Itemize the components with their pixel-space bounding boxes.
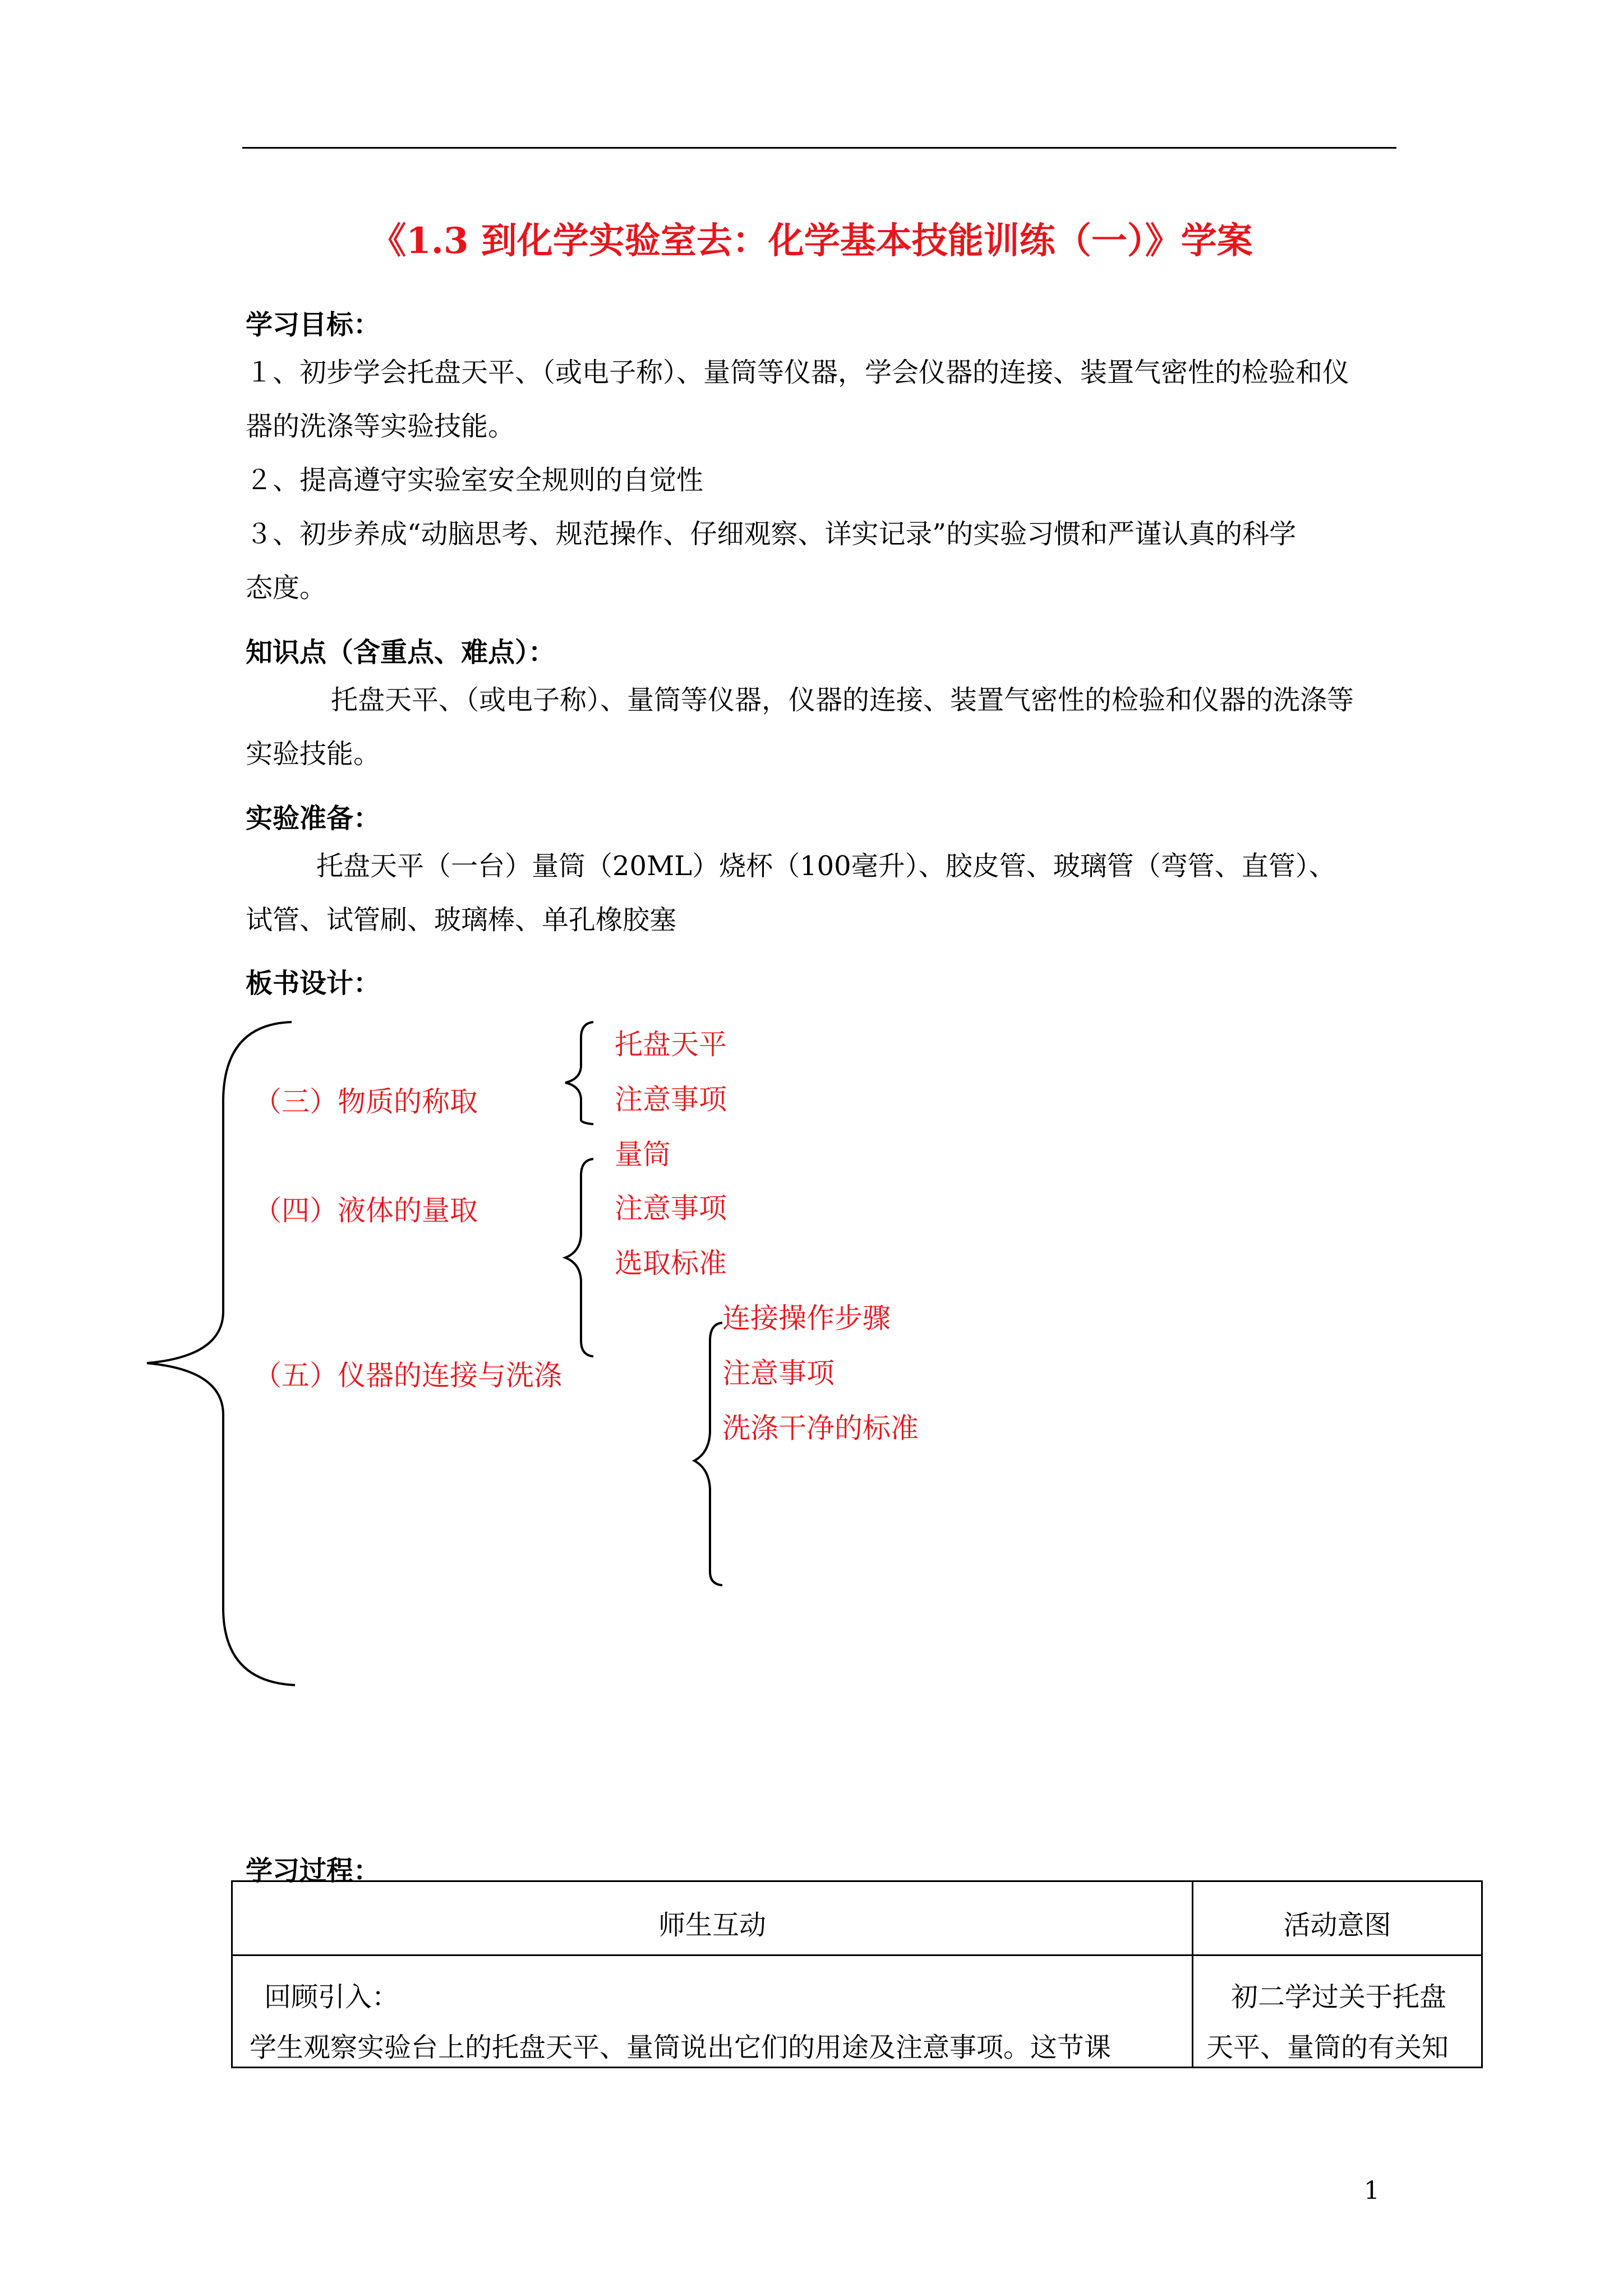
preparation-heading: 实验准备： — [246, 803, 381, 834]
table-row-1-left-line-2: 学生观察实验台上的托盘天平、量筒说出它们的用途及注意事项。这节课 — [250, 2032, 1112, 2063]
board-design-heading: 板书设计： — [246, 968, 381, 999]
objective-2: ２、提高遵守实验室安全规则的自觉性 — [246, 464, 704, 496]
document-title: 《1.3 到化学实验室去：化学基本技能训练（一）》学案 — [370, 220, 1253, 262]
brace-section-4 — [565, 1159, 593, 1356]
table-header-interaction: 师生互动 — [658, 1910, 766, 1941]
knowledge-heading: 知识点（含重点、难点）： — [246, 637, 556, 668]
section-5-item-2: 注意事项 — [722, 1357, 834, 1389]
header-rule — [242, 147, 1396, 149]
brace-section-5 — [694, 1323, 722, 1585]
page-number: 1 — [1364, 2177, 1380, 2205]
table-row-1-right-line-1: 初二学过关于托盘 — [1231, 1981, 1447, 2013]
process-table — [231, 1880, 1483, 2068]
section-3-item-1: 托盘天平 — [615, 1028, 727, 1061]
table-row-1-right-line-2: 天平、量筒的有关知 — [1206, 2032, 1449, 2063]
section-5-item-3: 洗涤干净的标准 — [722, 1412, 919, 1444]
objective-3-line-2: 态度。 — [246, 572, 327, 604]
objective-3-line-1: ３、初步养成“动脑思考、规范操作、仔细观察、详实记录”的实验习惯和严谨认真的科学 — [246, 518, 1297, 550]
preparation-line-2: 试管、试管刷、玻璃棒、单孔橡胶塞 — [246, 904, 677, 936]
section-3-item-2: 注意事项 — [615, 1083, 727, 1116]
section-5-item-1: 连接操作步骤 — [722, 1302, 891, 1335]
section-4-item-2: 注意事项 — [615, 1192, 727, 1225]
objective-1-line-1: １、初步学会托盘天平、（或电子称）、量筒等仪器，学会仪器的连接、装置气密性的检验和仪 — [246, 357, 1350, 388]
objective-1-line-2: 器的洗涤等实验技能。 — [246, 411, 515, 442]
knowledge-line-2: 实验技能。 — [246, 738, 381, 770]
section-5-label: （五）仪器的连接与洗涤 — [253, 1359, 562, 1392]
section-4-label: （四）液体的量取 — [253, 1194, 478, 1227]
section-4-item-3: 选取标准 — [615, 1247, 727, 1280]
process-heading: 学习过程： — [246, 1855, 381, 1887]
section-4-item-1: 量筒 — [615, 1138, 671, 1171]
brace-section-3 — [565, 1022, 593, 1124]
preparation-line-1: 托盘天平（一台）量筒（20ML）烧杯（100毫升）、胶皮管、玻璃管（弯管、直管）、 — [316, 850, 1336, 882]
table-header-intent: 活动意图 — [1283, 1910, 1391, 1941]
section-3-label: （三）物质的称取 — [253, 1085, 478, 1118]
knowledge-line-1: 托盘天平、（或电子称）、量筒等仪器，仪器的连接、装置气密性的检验和仪器的洗涤等 — [331, 684, 1354, 716]
table-header-divider — [233, 1954, 1481, 1956]
table-row-1-left-line-1: 回顾引入： — [264, 1981, 399, 2013]
objectives-heading: 学习目标： — [246, 309, 381, 341]
